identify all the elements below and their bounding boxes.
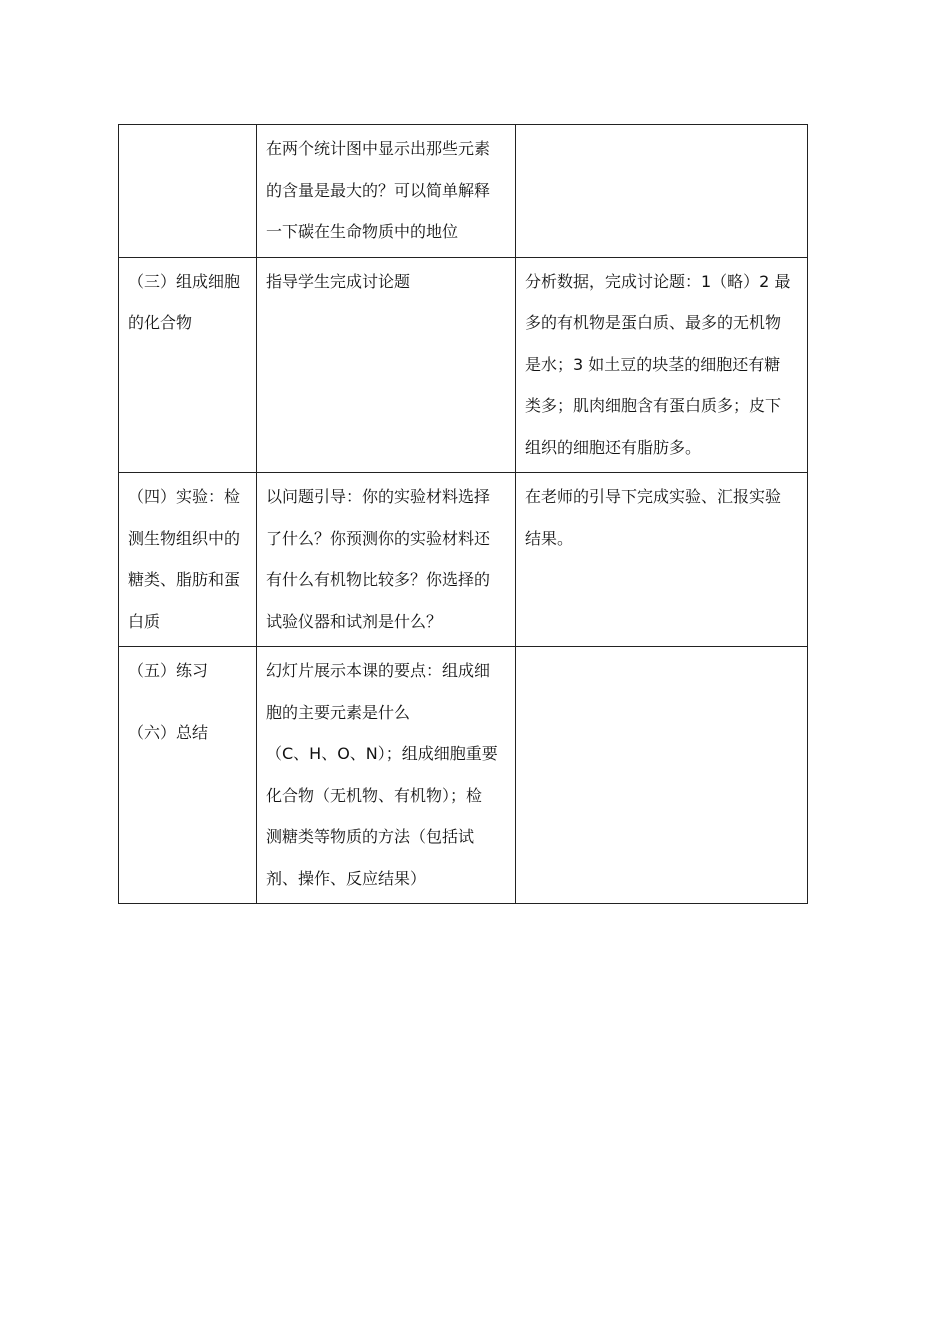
table-row — [119, 473, 808, 647]
cell-text-line: 类多；肌肉细胞含有蛋白质多；皮下 — [525, 396, 782, 415]
cell-text-line: 测糖类等物质的方法（包括试 — [266, 827, 475, 846]
stage-cell — [119, 473, 257, 647]
teacher-activity-cell — [257, 257, 516, 473]
cell-text-line: （C、H、O、N）；组成细胞重要 — [266, 744, 498, 763]
cell-text-line: 的化合物 — [128, 313, 193, 332]
stage-cell — [119, 125, 257, 258]
student-activity-cell — [516, 257, 808, 473]
student-activity-cell — [516, 473, 808, 647]
cell-text-line: 试验仪器和试剂是什么？ — [266, 611, 443, 631]
cell-text-line: 在两个统计图中显示出那些元素 — [266, 139, 491, 158]
cell-text-line: 指导学生完成讨论题 — [266, 271, 411, 291]
cell-text-line: 化合物（无机物、有机物）；检 — [266, 785, 483, 805]
table-row — [119, 647, 808, 904]
cell-text-line: （六）总结 — [128, 722, 209, 742]
cell-text-line: 是水；3 如土豆的块茎的细胞还有糖 — [525, 354, 781, 374]
cell-text-line: 糖类、脂肪和蛋 — [128, 570, 241, 589]
cell-text-line: 多的有机物是蛋白质、最多的无机物 — [525, 313, 782, 332]
student-activity-cell — [516, 647, 808, 904]
student-activity-cell — [516, 125, 808, 258]
table-row — [119, 257, 808, 473]
cell-text-line: 幻灯片展示本课的要点：组成细 — [266, 661, 491, 680]
cell-text-line: 测生物组织中的 — [128, 528, 241, 548]
table-row — [119, 125, 808, 258]
cell-text-line: 的含量是最大的？可以简单解释 — [266, 180, 491, 200]
cell-text-line: （三）组成细胞 — [128, 271, 241, 291]
cell-text-line: 剂、操作、反应结果） — [266, 868, 427, 888]
cell-text-line: 胞的主要元素是什么 — [266, 702, 411, 722]
teacher-activity-cell — [257, 647, 516, 904]
cell-text-line: （四）实验：检 — [128, 487, 241, 506]
teacher-activity-cell — [257, 473, 516, 647]
cell-text-line: 分析数据，完成讨论题：1（略）2 最 — [525, 271, 791, 291]
stage-cell — [119, 647, 257, 904]
cell-text-line: 白质 — [128, 611, 161, 631]
cell-text-line: 组织的细胞还有脂肪多。 — [525, 437, 702, 457]
cell-text-line: 一下碳在生命物质中的地位 — [266, 222, 459, 241]
cell-text-line: 以问题引导：你的实验材料选择 — [266, 487, 491, 506]
cell-text-line: 结果。 — [525, 528, 574, 548]
cell-text-line: 了什么？你预测你的实验材料还 — [266, 528, 491, 548]
stage-cell — [119, 257, 257, 473]
cell-text-line: 在老师的引导下完成实验、汇报实验 — [525, 487, 782, 506]
lesson-plan-table — [118, 124, 808, 904]
cell-text-line: 有什么有机物比较多？你选择的 — [266, 570, 491, 589]
teacher-activity-cell — [257, 125, 516, 258]
cell-text-line: （五）练习 — [128, 661, 209, 680]
